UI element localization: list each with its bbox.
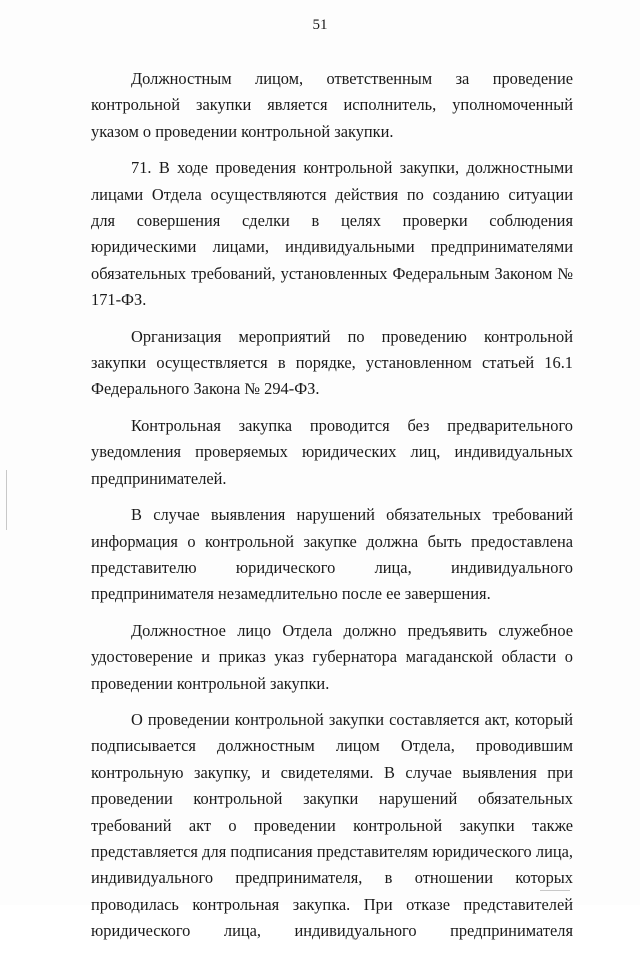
paragraph-credentials: Должностное лицо Отдела должно предъявить служебное удостоверение и приказ указ губернатора магаданской области о проведении контрольной закупки. <box>91 620 573 693</box>
paragraph-act: О проведении контрольной закупки составляется акт, который подписывается должностным лицом Отдела, проводившим контрольную закупку, и свидетелями. В случае выявления при проведении контрольной закупки нарушений обязательных требований акт о проведении контрольной закупки также представляется для подписания представителям юридического лица, индивидуального предпринимателя, в отношении которых проводилась контрольная закупка. При отказе представителей юридического лица, индивидуального предпринимателя <box>91 709 573 941</box>
paragraph-clause-71: 71. В ходе проведения контрольной закупки, должностными лицами Отдела осуществляются действия по созданию ситуации для совершения сделки в целях проверки соблюдения юридическими лицами, индивидуальными предпринимателями обязательных требований, установленных Федеральным Законом № 171-ФЗ. <box>91 158 573 310</box>
paragraph-responsible-official: Должностным лицом, ответственным за проведение контрольной закупки является исполнитель, уполномоченный указом о проведении контрольной закупки. <box>91 69 573 141</box>
paragraph-organization: Организация мероприятий по проведению контрольной закупки осуществляется в порядке, установленном статьей 16.1 Федерального Закона № 294-ФЗ. <box>91 326 573 399</box>
paragraph-no-notice: Контрольная закупка проводится без предварительного уведомления проверяемых юридических лиц, индивидуальных предпринимателей. <box>91 415 573 488</box>
scan-artifact-left <box>6 470 7 530</box>
document-body <box>91 66 573 955</box>
scan-artifact-bottom <box>540 890 570 891</box>
page-number: 51 <box>312 17 328 33</box>
paragraph-violations-info: В случае выявления нарушений обязательных требований информация о контрольной закупке должна быть предоставлена представителю юридического лица, индивидуального предпринимателя незамедлительно после ее завершения. <box>91 505 573 604</box>
